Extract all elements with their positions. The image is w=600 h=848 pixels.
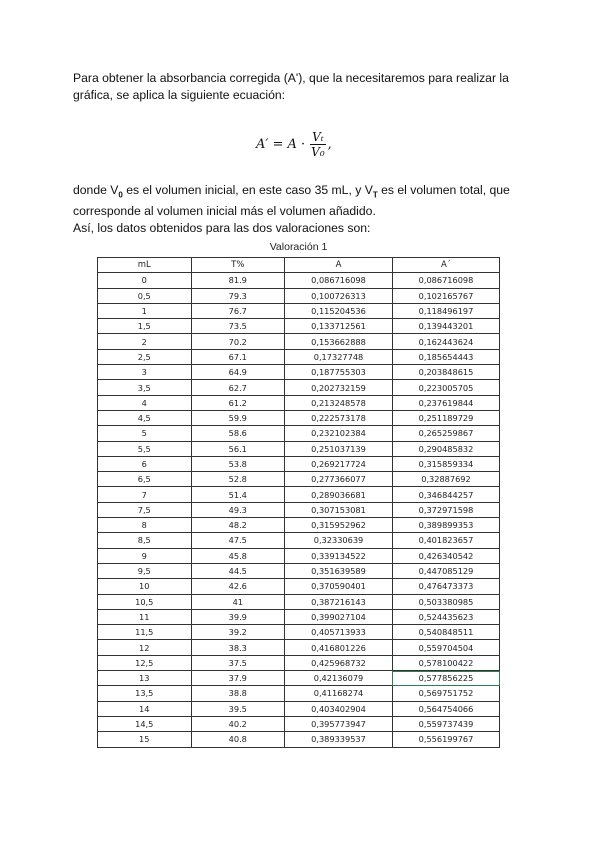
- formula-lhs: A′ = A ·: [256, 137, 306, 152]
- cell-absorbance[interactable]: 0,269217724: [285, 456, 393, 471]
- table-row: [98, 441, 500, 456]
- cell-corrected-absorbance[interactable]: 0,503380985: [392, 594, 499, 609]
- cell-ml[interactable]: 10: [98, 579, 192, 594]
- header-corrected-absorbance: A´: [392, 258, 499, 273]
- cell-corrected-absorbance[interactable]: 0,251189729: [392, 410, 499, 425]
- cell-ml[interactable]: 0,5: [98, 288, 192, 303]
- cell-ml[interactable]: 0: [98, 273, 192, 288]
- cell-transmittance[interactable]: 53.8: [191, 456, 285, 471]
- cell-transmittance[interactable]: 37.9: [191, 671, 285, 686]
- cell-transmittance[interactable]: 39.2: [191, 625, 285, 640]
- cell-transmittance[interactable]: 64.9: [191, 365, 285, 380]
- cell-absorbance[interactable]: 0,307153081: [285, 502, 393, 517]
- table-title: Valoración 1: [269, 241, 328, 253]
- header-transmittance: T%: [191, 258, 285, 273]
- cell-transmittance[interactable]: 39.5: [191, 701, 285, 716]
- table-row: [98, 518, 500, 533]
- cell-absorbance[interactable]: 0,133712561: [285, 319, 393, 334]
- table-row: [98, 380, 500, 395]
- cell-absorbance[interactable]: 0,351639589: [285, 563, 393, 578]
- cell-ml[interactable]: 4,5: [98, 410, 192, 425]
- table-header-row: [98, 258, 500, 273]
- desc-part2: es el volumen inicial, en este caso 35 mL, y V: [122, 183, 373, 197]
- cell-absorbance[interactable]: 0,387216143: [285, 594, 393, 609]
- table-row: [98, 456, 500, 471]
- table-row: [98, 288, 500, 303]
- cell-transmittance[interactable]: 58.6: [191, 426, 285, 441]
- cell-transmittance[interactable]: 40.2: [191, 716, 285, 731]
- cell-absorbance[interactable]: 0,086716098: [285, 273, 393, 288]
- cell-transmittance[interactable]: 62.7: [191, 380, 285, 395]
- table-row: [98, 365, 500, 380]
- cell-corrected-absorbance[interactable]: 0,265259867: [392, 426, 499, 441]
- cell-transmittance[interactable]: 38.3: [191, 640, 285, 655]
- cell-corrected-absorbance[interactable]: 0,476473373: [392, 579, 499, 594]
- cell-absorbance[interactable]: 0,41168274: [285, 686, 393, 701]
- cell-corrected-absorbance[interactable]: 0,372971598: [392, 502, 499, 517]
- desc-subT: T: [372, 190, 378, 200]
- cell-ml[interactable]: 14,5: [98, 716, 192, 731]
- cell-transmittance[interactable]: 52.8: [191, 472, 285, 487]
- cell-corrected-absorbance[interactable]: 0,401823657: [392, 533, 499, 548]
- cell-absorbance[interactable]: 0,389339537: [285, 732, 393, 747]
- cell-transmittance[interactable]: 41: [191, 594, 285, 609]
- header-ml: mL: [98, 258, 192, 273]
- cell-ml[interactable]: 2: [98, 334, 192, 349]
- cell-ml[interactable]: 9,5: [98, 563, 192, 578]
- cell-absorbance[interactable]: 0,339134522: [285, 548, 393, 563]
- cell-ml[interactable]: 8: [98, 518, 192, 533]
- cell-transmittance[interactable]: 67.1: [191, 349, 285, 364]
- cell-ml[interactable]: 5: [98, 426, 192, 441]
- table-row: [98, 319, 500, 334]
- cell-absorbance[interactable]: 0,251037139: [285, 441, 393, 456]
- cell-absorbance[interactable]: 0,42136079: [285, 671, 393, 686]
- cell-corrected-absorbance[interactable]: 0,447085129: [392, 563, 499, 578]
- table-row: [98, 426, 500, 441]
- cell-absorbance[interactable]: 0,222573178: [285, 410, 393, 425]
- cell-ml[interactable]: 13: [98, 671, 192, 686]
- cell-ml[interactable]: 7: [98, 487, 192, 502]
- cell-ml[interactable]: 11: [98, 609, 192, 624]
- desc-sub0: 0: [118, 190, 123, 200]
- absorbance-formula: [256, 130, 332, 159]
- cell-absorbance[interactable]: 0,315952962: [285, 518, 393, 533]
- table-row: [98, 303, 500, 318]
- cell-absorbance[interactable]: 0,32330639: [285, 533, 393, 548]
- cell-absorbance[interactable]: 0,289036681: [285, 487, 393, 502]
- cell-corrected-absorbance[interactable]: 0,086716098: [392, 273, 499, 288]
- cell-transmittance[interactable]: 70.2: [191, 334, 285, 349]
- cell-transmittance[interactable]: 81.9: [191, 273, 285, 288]
- cell-transmittance[interactable]: 42.6: [191, 579, 285, 594]
- table-row: [98, 349, 500, 364]
- cell-transmittance[interactable]: 40.8: [191, 732, 285, 747]
- table-row: [98, 686, 500, 701]
- cell-transmittance[interactable]: 51.4: [191, 487, 285, 502]
- cell-absorbance[interactable]: 0,153662888: [285, 334, 393, 349]
- cell-ml[interactable]: 14: [98, 701, 192, 716]
- table-row: [98, 334, 500, 349]
- table-row: [98, 487, 500, 502]
- desc-part1: donde V: [73, 183, 119, 197]
- cell-ml[interactable]: 10,5: [98, 594, 192, 609]
- cell-corrected-absorbance[interactable]: 0,556199767: [392, 732, 499, 747]
- table-row: [98, 671, 500, 686]
- cell-corrected-absorbance[interactable]: 0,139443201: [392, 319, 499, 334]
- cell-ml[interactable]: 11,5: [98, 625, 192, 640]
- table-row: [98, 410, 500, 425]
- cell-absorbance[interactable]: 0,395773947: [285, 716, 393, 731]
- cell-corrected-absorbance[interactable]: 0,185654443: [392, 349, 499, 364]
- cell-absorbance[interactable]: 0,187755303: [285, 365, 393, 380]
- cell-absorbance[interactable]: 0,416801226: [285, 640, 393, 655]
- cell-ml[interactable]: 7,5: [98, 502, 192, 517]
- table-row: [98, 472, 500, 487]
- table-row: [98, 609, 500, 624]
- cell-transmittance[interactable]: 79.3: [191, 288, 285, 303]
- cell-transmittance[interactable]: 38.8: [191, 686, 285, 701]
- cell-ml[interactable]: 12,5: [98, 655, 192, 670]
- table-row: [98, 502, 500, 517]
- table-row: [98, 395, 500, 410]
- cell-ml[interactable]: 2,5: [98, 349, 192, 364]
- cell-corrected-absorbance[interactable]: 0,559704504: [392, 640, 499, 655]
- cell-corrected-absorbance[interactable]: 0,569751752: [392, 686, 499, 701]
- cell-corrected-absorbance[interactable]: 0,389899353: [392, 518, 499, 533]
- cell-ml[interactable]: 3,5: [98, 380, 192, 395]
- cell-corrected-absorbance[interactable]: 0,564754066: [392, 701, 499, 716]
- cell-corrected-absorbance[interactable]: 0,426340542: [392, 548, 499, 563]
- table-row: [98, 701, 500, 716]
- cell-corrected-absorbance[interactable]: 0,524435623: [392, 609, 499, 624]
- cell-ml[interactable]: 1,5: [98, 319, 192, 334]
- formula-denominator: V₀: [311, 145, 325, 159]
- cell-absorbance[interactable]: 0,399027104: [285, 609, 393, 624]
- cell-ml[interactable]: 13,5: [98, 686, 192, 701]
- table-row: [98, 548, 500, 563]
- table-row: [98, 625, 500, 640]
- cell-ml[interactable]: 3: [98, 365, 192, 380]
- cell-corrected-absorbance[interactable]: 0,315859334: [392, 456, 499, 471]
- table-row: [98, 579, 500, 594]
- cell-corrected-absorbance[interactable]: 0,290485832: [392, 441, 499, 456]
- cell-corrected-absorbance[interactable]: 0,118496197: [392, 303, 499, 318]
- cell-transmittance[interactable]: 45.8: [191, 548, 285, 563]
- cell-absorbance[interactable]: 0,100726313: [285, 288, 393, 303]
- table-row: [98, 594, 500, 609]
- valoracion-table: [97, 257, 500, 748]
- cell-transmittance[interactable]: 73.5: [191, 319, 285, 334]
- cell-corrected-absorbance[interactable]: 0,540848511: [392, 625, 499, 640]
- cell-ml[interactable]: 6,5: [98, 472, 192, 487]
- table-row: [98, 640, 500, 655]
- cell-transmittance[interactable]: 47.5: [191, 533, 285, 548]
- cell-transmittance[interactable]: 76.7: [191, 303, 285, 318]
- table-row: [98, 273, 500, 288]
- cell-corrected-absorbance[interactable]: 0,559737439: [392, 716, 499, 731]
- table-row: [98, 655, 500, 670]
- table-row: [98, 563, 500, 578]
- cell-ml[interactable]: 8,5: [98, 533, 192, 548]
- cell-corrected-absorbance[interactable]: 0,203848615: [392, 365, 499, 380]
- cell-ml[interactable]: 15: [98, 732, 192, 747]
- description-paragraph: [73, 182, 543, 237]
- cell-ml[interactable]: 9: [98, 548, 192, 563]
- formula-fraction: [309, 130, 326, 159]
- cell-corrected-absorbance[interactable]: 0,162443624: [392, 334, 499, 349]
- cell-absorbance[interactable]: 0,17327748: [285, 349, 393, 364]
- cell-absorbance[interactable]: 0,370590401: [285, 579, 393, 594]
- cell-corrected-absorbance[interactable]: 0,346844257: [392, 487, 499, 502]
- cell-transmittance[interactable]: 49.3: [191, 502, 285, 517]
- desc-part3: es el volumen total, que corresponde al volumen inicial más el volumen añadido.: [73, 183, 510, 219]
- cell-corrected-absorbance[interactable]: 0,237619844: [392, 395, 499, 410]
- header-absorbance: A: [285, 258, 393, 273]
- cell-transmittance[interactable]: 39.9: [191, 609, 285, 624]
- cell-absorbance[interactable]: 0,403402904: [285, 701, 393, 716]
- cell-transmittance[interactable]: 37.5: [191, 655, 285, 670]
- cell-absorbance[interactable]: 0,115204536: [285, 303, 393, 318]
- cell-ml[interactable]: 6: [98, 456, 192, 471]
- cell-transmittance[interactable]: 56.1: [191, 441, 285, 456]
- cell-corrected-absorbance[interactable]: 0,223005705: [392, 380, 499, 395]
- cell-absorbance[interactable]: 0,202732159: [285, 380, 393, 395]
- cell-ml[interactable]: 4: [98, 395, 192, 410]
- cell-ml[interactable]: 1: [98, 303, 192, 318]
- desc-line2: Así, los datos obtenidos para las dos valoraciones son:: [73, 221, 371, 236]
- cell-ml[interactable]: 12: [98, 640, 192, 655]
- cell-corrected-absorbance[interactable]: 0,102165767: [392, 288, 499, 303]
- cell-corrected-absorbance[interactable]: 0,578100422: [392, 655, 499, 670]
- table-row: [98, 533, 500, 548]
- cell-corrected-absorbance[interactable]: 0,577856225: [392, 671, 499, 686]
- cell-corrected-absorbance[interactable]: 0,32887692: [392, 472, 499, 487]
- formula-numerator: Vₜ: [312, 130, 324, 144]
- table-row: [98, 732, 500, 747]
- cell-transmittance[interactable]: 44.5: [191, 563, 285, 578]
- cell-absorbance[interactable]: 0,425968732: [285, 655, 393, 670]
- cell-absorbance[interactable]: 0,277366077: [285, 472, 393, 487]
- cell-transmittance[interactable]: 59.9: [191, 410, 285, 425]
- cell-absorbance[interactable]: 0,213248578: [285, 395, 393, 410]
- cell-transmittance[interactable]: 61.2: [191, 395, 285, 410]
- intro-paragraph: Para obtener la absorbancia corregida (A'), que la necesitaremos para realizar la gráfica, se aplica la siguiente ecuación:: [73, 71, 509, 102]
- cell-ml[interactable]: 5,5: [98, 441, 192, 456]
- cell-transmittance[interactable]: 48.2: [191, 518, 285, 533]
- table-row: [98, 716, 500, 731]
- cell-absorbance[interactable]: 0,405713933: [285, 625, 393, 640]
- cell-absorbance[interactable]: 0,232102384: [285, 426, 393, 441]
- formula-comma: ,: [327, 137, 332, 152]
